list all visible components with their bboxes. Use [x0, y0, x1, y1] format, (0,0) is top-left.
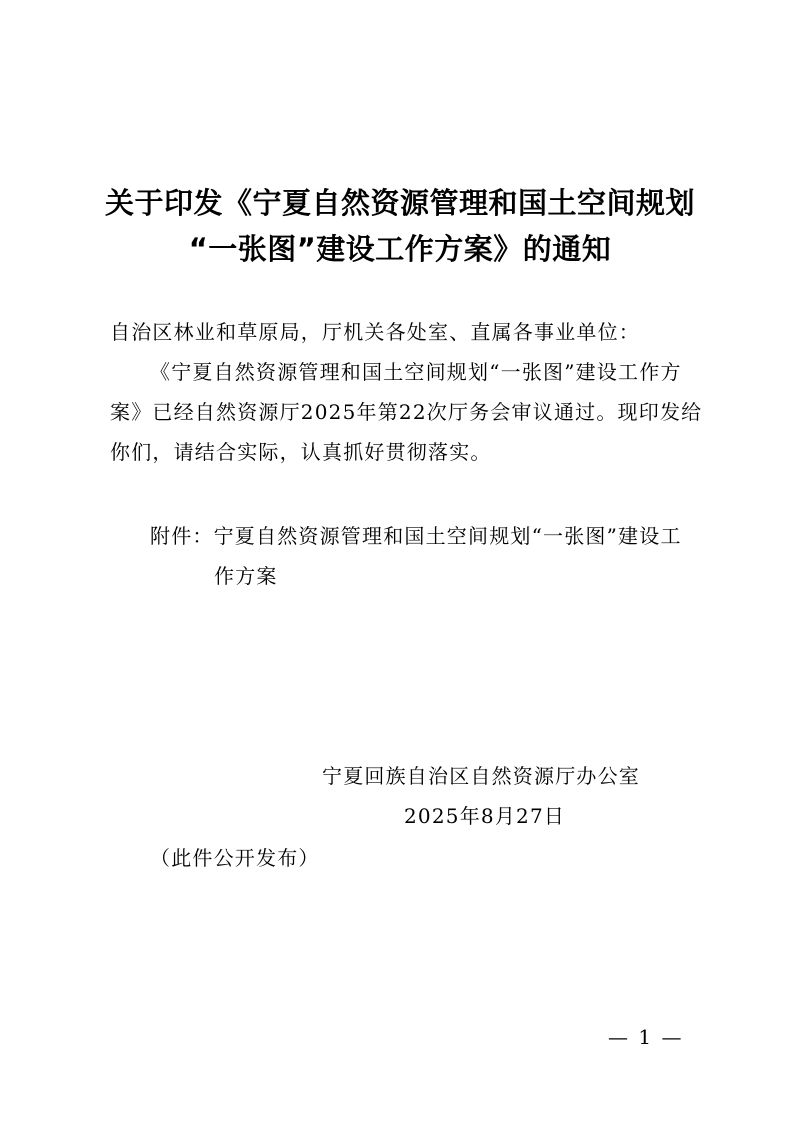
- body-paragraph-line: 你们，请结合实际，认真抓好贯彻落实。: [110, 440, 492, 464]
- issuing-office: 宁夏回族自治区自然资源厅办公室: [322, 764, 640, 788]
- body-paragraph-line: 《宁夏自然资源管理和国土空间规划“一张图”建设工作方: [150, 360, 682, 384]
- page-number: — 1 —: [608, 1025, 684, 1049]
- attachment-line-1: 附件：宁夏自然资源管理和国土空间规划“一张图”建设工: [150, 524, 682, 548]
- body-paragraph-line: 案》已经自然资源厅2025年第22次厅务会审议通过。现印发给: [110, 400, 703, 424]
- addressee: 自治区林业和草原局，厅机关各处室、直属各事业单位：: [110, 320, 640, 344]
- document-title-line-2: “一张图”建设工作方案》的通知: [188, 232, 612, 266]
- document-title-line-1: 关于印发《宁夏自然资源管理和国土空间规划: [104, 186, 695, 220]
- attachment-line-2: 作方案: [214, 564, 278, 588]
- issue-date: 2025年8月27日: [404, 804, 566, 828]
- publication-note: （此件公开发布）: [150, 846, 320, 870]
